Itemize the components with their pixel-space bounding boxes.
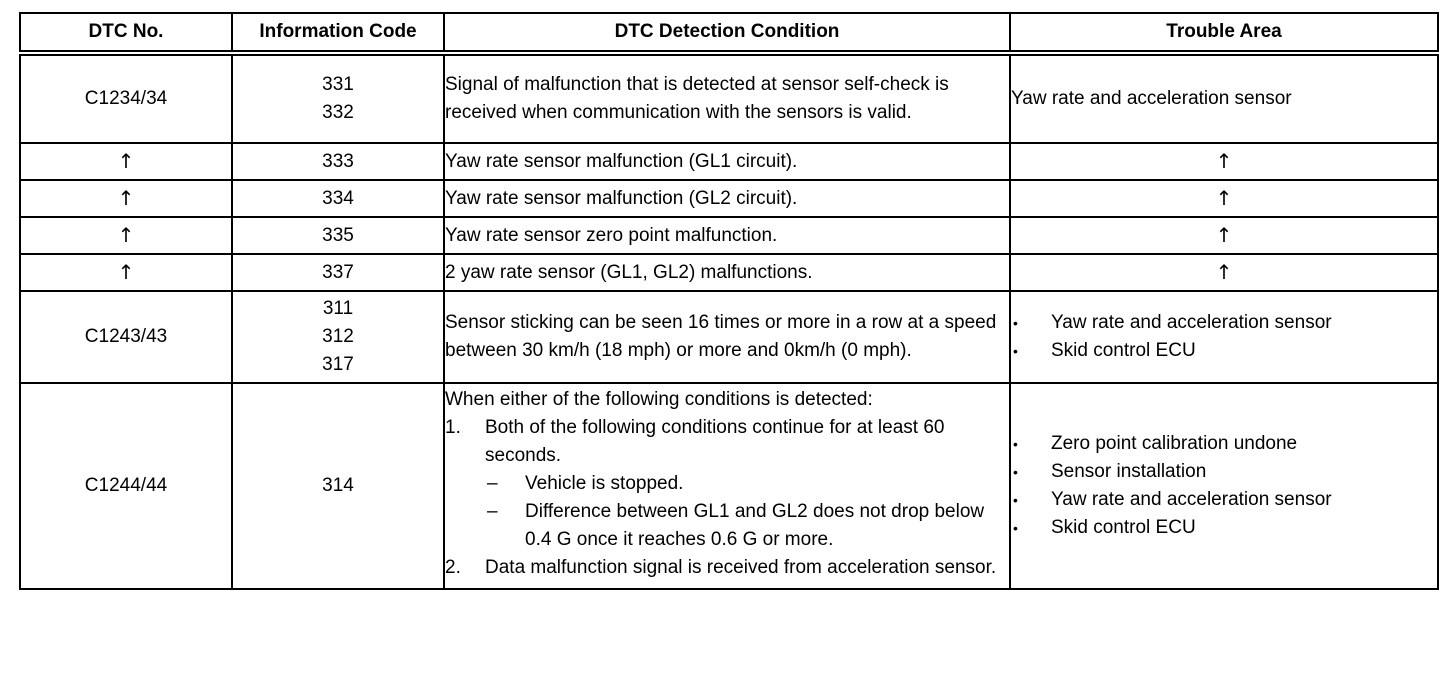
table-row [20,180,1438,217]
table-row [20,291,1438,383]
trouble-area-cell [1010,180,1438,217]
trouble-area-cell [1010,217,1438,254]
condition-cell: Yaw rate sensor zero point malfunction. [444,217,1010,254]
info-code: 317 [322,354,354,375]
same-as-above-icon: ↑ [1215,185,1233,210]
dtc-cell: C1244/44 [20,383,232,589]
info-code: 311 [322,298,354,319]
header-trouble-area: Trouble Area [1010,13,1438,53]
table-row [20,254,1438,291]
info-code-cell [232,291,444,383]
dtc-cell [20,254,232,291]
list-item: • Yaw rate and acceleration sensor [1011,486,1437,514]
info-code-cell: 335 [232,217,444,254]
dtc-table [19,12,1439,590]
condition-cell: Signal of malfunction that is detected at sensor self-check is received when communication with the sensors is valid. [444,53,1010,143]
same-as-above-icon: ↑ [117,148,135,173]
same-as-above-icon: ↑ [1215,148,1233,173]
list-item: – Difference between GL1 and GL2 does not drop below 0.4 G once it reaches 0.6 G or more. [485,498,1009,554]
list-item: • Yaw rate and acceleration sensor [1011,309,1437,337]
header-detection-condition: DTC Detection Condition [444,13,1010,53]
trouble-area-cell [1010,291,1438,383]
info-code: 312 [322,326,354,347]
same-as-above-icon: ↑ [1215,222,1233,247]
condition-cell [444,383,1010,589]
dtc-cell [20,217,232,254]
info-code-cell: 314 [232,383,444,589]
header-dtc-no: DTC No. [20,13,232,53]
step-number: 2. [445,557,461,578]
list-item [445,414,1009,554]
condition-cell: Yaw rate sensor malfunction (GL2 circuit). [444,180,1010,217]
trouble-area-list [1011,430,1437,542]
info-code: 332 [322,102,354,123]
trouble-area-cell [1010,254,1438,291]
table-row [20,143,1438,180]
list-item: • Sensor installation [1011,458,1437,486]
same-as-above-icon: ↑ [117,185,135,210]
dtc-cell [20,143,232,180]
condition-cell: 2 yaw rate sensor (GL1, GL2) malfunctions. [444,254,1010,291]
table-row [20,217,1438,254]
dtc-cell: C1234/34 [20,53,232,143]
condition-intro: When either of the following conditions is detected: [445,389,873,410]
same-as-above-icon: ↑ [1215,259,1233,284]
step-number: 1. [445,417,461,438]
condition-steps [445,414,1009,582]
condition-cell: Yaw rate sensor malfunction (GL1 circuit). [444,143,1010,180]
trouble-area-list [1011,309,1437,365]
info-code: 331 [322,74,354,95]
list-item: • Skid control ECU [1011,514,1437,542]
list-item: • Skid control ECU [1011,337,1437,365]
info-code-cell: 334 [232,180,444,217]
step-text: Both of the following conditions continue for at least 60 seconds. [485,417,945,466]
trouble-area-cell [1010,143,1438,180]
sub-conditions [485,470,1009,554]
same-as-above-icon: ↑ [117,259,135,284]
header-row [20,13,1438,53]
same-as-above-icon: ↑ [117,222,135,247]
dtc-cell [20,180,232,217]
list-item: – Vehicle is stopped. [485,470,1009,498]
info-code-cell [232,53,444,143]
step-text: Data malfunction signal is received from acceleration sensor. [485,557,997,578]
info-code-cell: 333 [232,143,444,180]
info-code-cell: 337 [232,254,444,291]
list-item: • Zero point calibration undone [1011,430,1437,458]
dtc-cell: C1243/43 [20,291,232,383]
condition-cell: Sensor sticking can be seen 16 times or more in a row at a speed between 30 km/h (18 mph) or more and 0km/h (0 mph). [444,291,1010,383]
header-information-code: Information Code [232,13,444,53]
trouble-area-cell [1010,383,1438,589]
table-row [20,53,1438,143]
table-row [20,383,1438,589]
list-item [445,554,1009,582]
trouble-area-cell: Yaw rate and acceleration sensor [1010,53,1438,143]
